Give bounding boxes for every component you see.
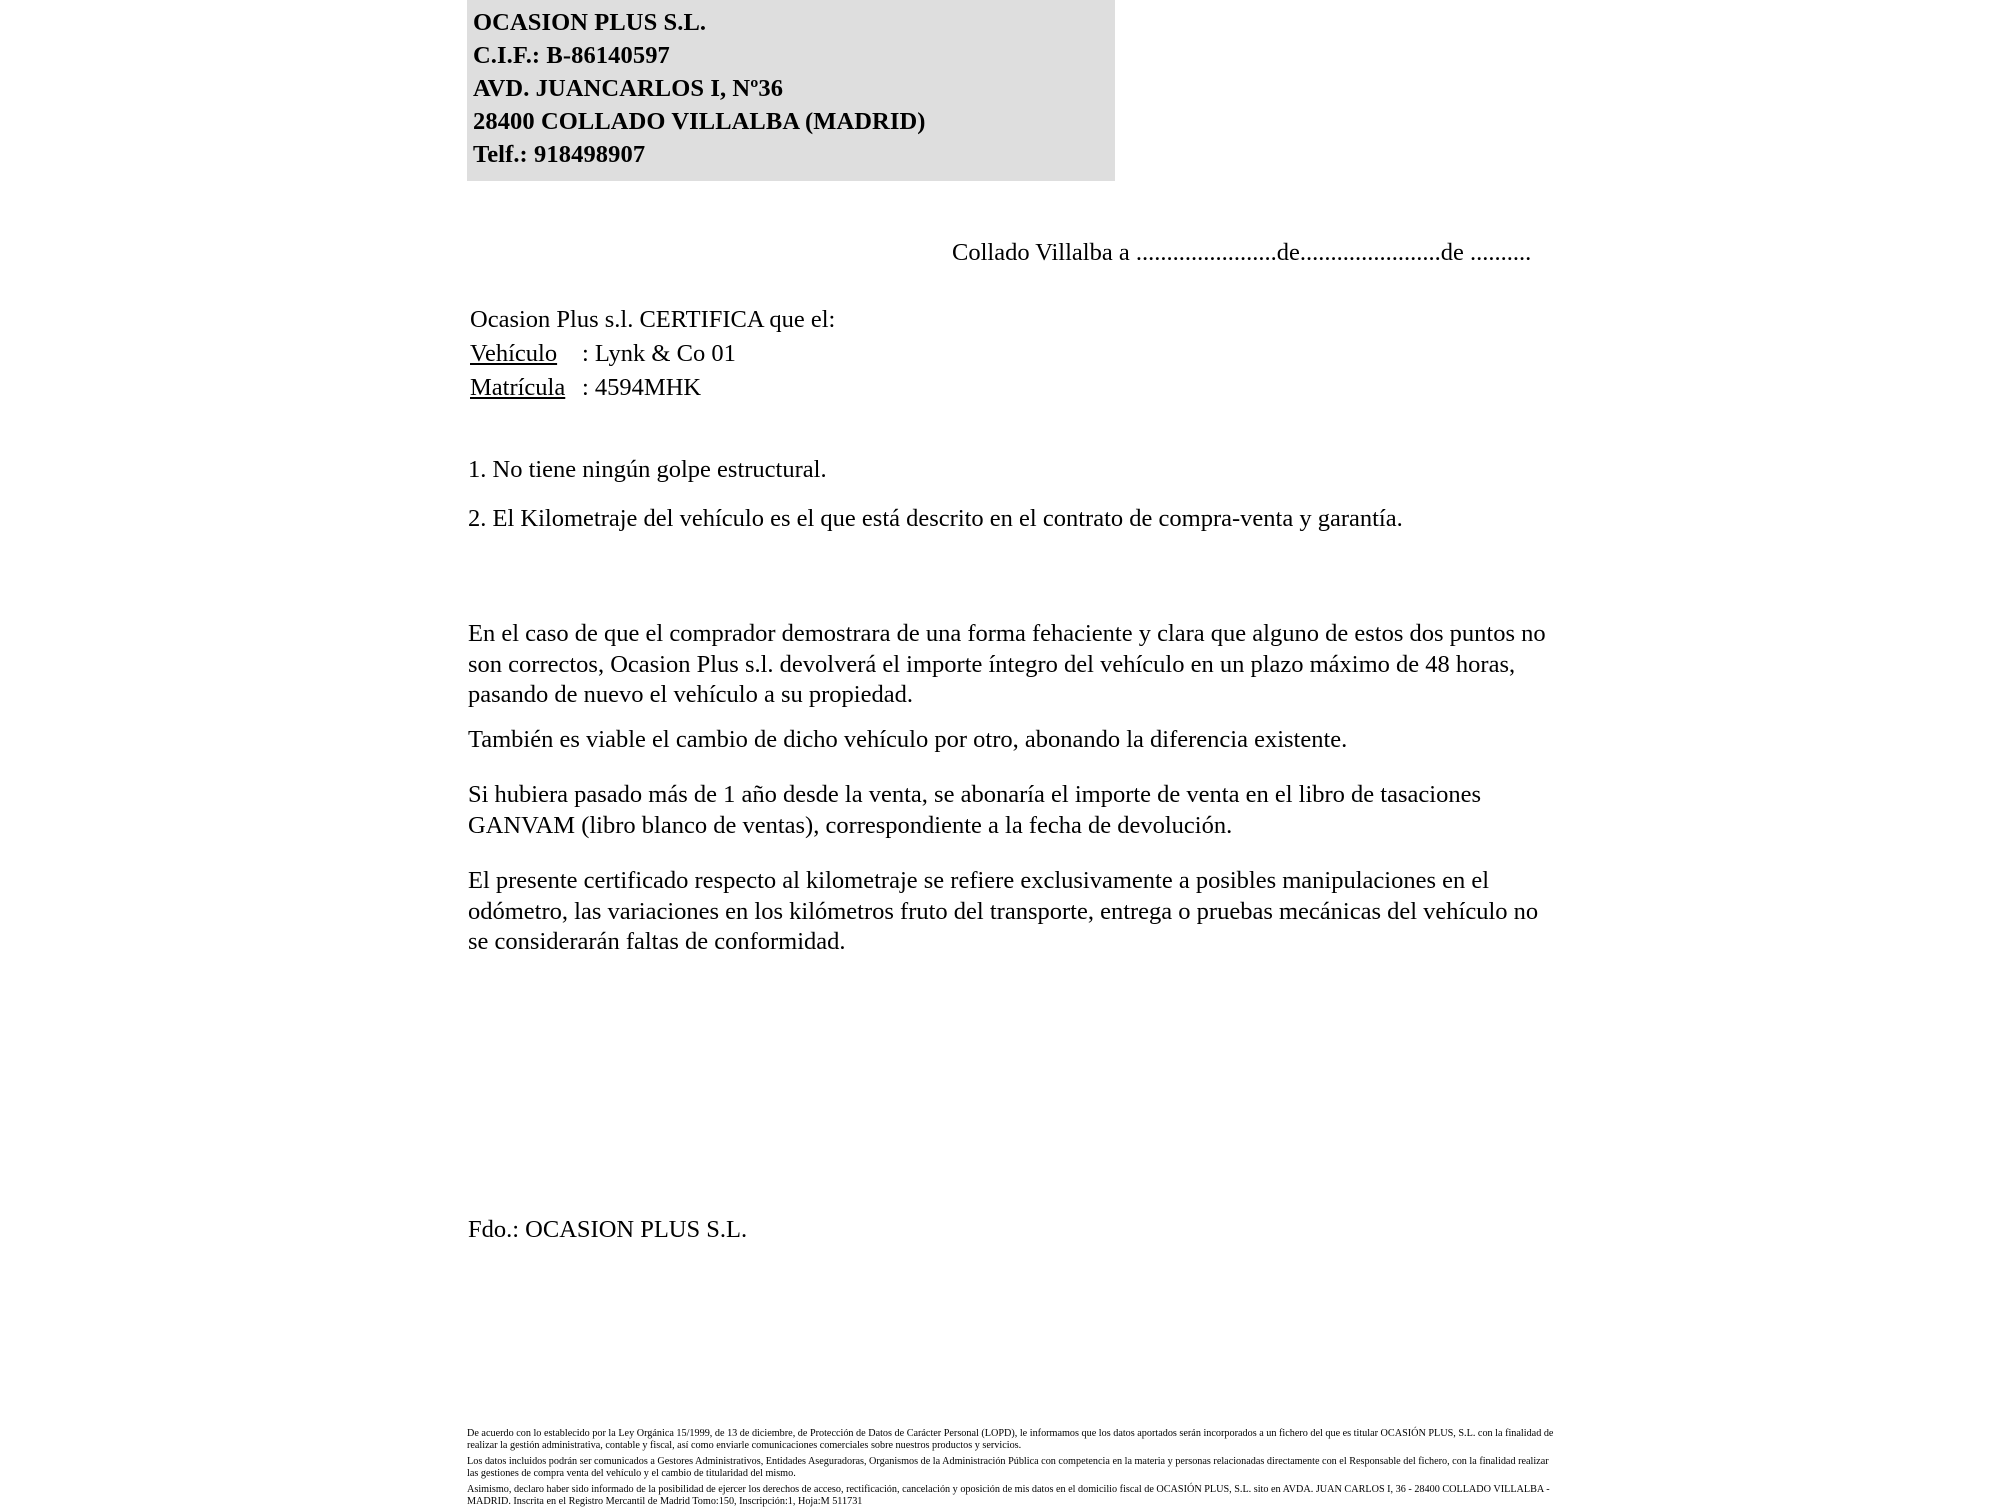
vehicle-label: Vehículo — [470, 340, 558, 367]
date-line: Collado Villalba a .......................de.......................de .......... — [952, 239, 1532, 266]
body-paragraph-2: También es viable el cambio de dicho vehículo por otro, abonando la diferencia existente. — [468, 726, 1348, 753]
vehicle-row — [470, 337, 835, 371]
point-2: 2. El Kilometraje del vehículo es el que está descrito en el contrato de compra-venta y garantía. — [468, 505, 1403, 532]
company-name: OCASION PLUS S.L. — [473, 9, 707, 36]
body-paragraph-1: En el caso de que el comprador demostrara de una forma fehaciente y clara que alguno de estos dos puntos no son correctos, Ocasion Plus s.l. devolverá el importe íntegro del vehículo en un plazo máximo de 48 horas, pasando de nuevo el vehículo a su propiedad. — [468, 620, 1546, 708]
legal-footer — [467, 1428, 1557, 1509]
certification-intro: Ocasion Plus s.l. CERTIFICA que el: — [470, 306, 836, 333]
plate-value: : 4594MHK — [582, 374, 702, 401]
certification-block — [470, 303, 835, 405]
plate-row — [470, 371, 835, 405]
letterhead-block — [467, 0, 1115, 181]
signature-line: Fdo.: OCASION PLUS S.L. — [468, 1216, 748, 1243]
point-1: 1. No tiene ningún golpe estructural. — [468, 456, 827, 483]
body-paragraph-3: Si hubiera pasado más de 1 año desde la venta, se abonaría el importe de venta en el libro de tasaciones GANVAM (libro blanco de ventas), correspondiente a la fecha de devolución. — [468, 781, 1481, 839]
company-cif: C.I.F.: B-86140597 — [473, 42, 670, 69]
legal-line-1: De acuerdo con lo establecido por la Ley Orgánica 15/1999, de 13 de diciembre, de Protección de Datos de Carácter Personal (LOPD), le informamos que los datos aportados serán incorporados a un fichero del que es titular OCASIÓN PLUS, S.L. con la finalidad de realizar la gestión administrativa, contable y fiscal, así como enviarle comunicaciones comerciales sobre nuestros productos y servicios. — [467, 1428, 1554, 1452]
company-phone: Telf.: 918498907 — [473, 141, 646, 168]
plate-label: Matrícula — [470, 374, 566, 401]
company-city: 28400 COLLADO VILLALBA (MADRID) — [473, 108, 926, 135]
company-address: AVD. JUANCARLOS I, Nº36 — [473, 75, 784, 102]
vehicle-value: : Lynk & Co 01 — [582, 340, 736, 367]
body-paragraph-4: El presente certificado respecto al kilometraje se refiere exclusivamente a posibles manipulaciones en el odómetro, las variaciones en los kilómetros fruto del transporte, entrega o pruebas mecánicas del vehículo no se considerarán faltas de conformidad. — [468, 867, 1539, 955]
legal-line-3: Asimismo, declaro haber sido informado de la posibilidad de ejercer los derechos de acceso, rectificación, cancelación y oposición de mis datos en el domicilio fiscal de OCASIÓN PLUS, S.L. sito en AVDA. JUAN CARLOS I, 36 - 28400 COLLADO VILLALBA - MADRID. Inscrita en el Registro Mercantil de Madrid Tomo:150, Inscripción:1, Hoja:M 511731 — [467, 1484, 1550, 1508]
legal-line-2: Los datos incluidos podrán ser comunicados a Gestores Administrativos, Entidades Aseguradoras, Organismos de la Administración Pública con competencia en la materia y personas relacionadas directamente con el Responsable del fichero, con la finalidad realizar las gestiones de compra venta del vehículo y el cambio de titularidad del mismo. — [467, 1456, 1549, 1480]
